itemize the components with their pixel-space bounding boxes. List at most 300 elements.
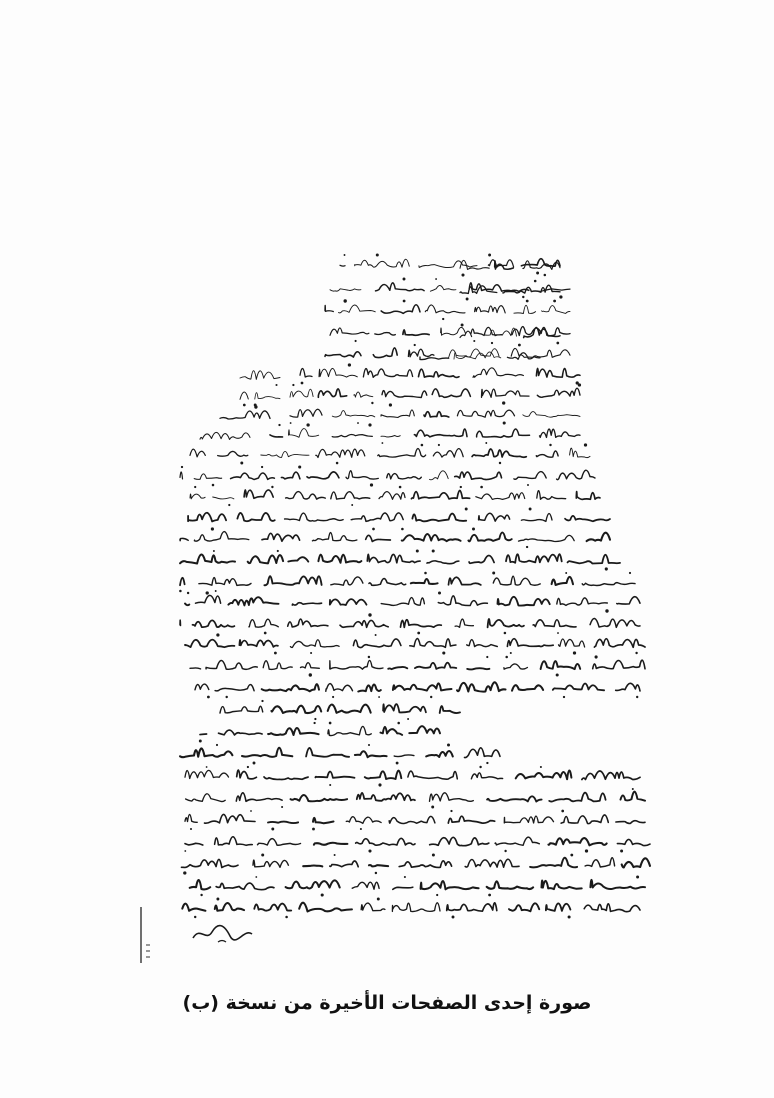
- handwriting-dot: [372, 528, 375, 531]
- handwriting-word-stroke: [264, 576, 321, 585]
- handwriting-word-stroke: [180, 538, 188, 540]
- handwriting-dot: [225, 696, 227, 698]
- handwriting-word-stroke: [200, 734, 207, 735]
- handwriting-dot: [187, 592, 189, 594]
- handwriting-dot: [584, 443, 587, 446]
- handwriting-dot: [368, 656, 370, 658]
- handwriting-dot: [447, 744, 450, 747]
- handwriting-word-stroke: [190, 449, 205, 457]
- handwriting-dot: [472, 528, 475, 531]
- handwriting-dot: [452, 916, 455, 919]
- handwriting-dot: [376, 253, 379, 256]
- handwriting-word-stroke: [402, 534, 461, 541]
- handwriting-word-stroke: [521, 514, 552, 522]
- handwriting-dot: [371, 402, 373, 404]
- handwriting-word-stroke: [536, 368, 580, 377]
- handwriting-word-stroke: [332, 435, 372, 438]
- handwriting-word-stroke: [411, 491, 469, 499]
- handwriting-word-stroke: [537, 491, 566, 500]
- handwriting-word-stroke: [570, 448, 590, 457]
- handwriting-dot: [285, 916, 288, 919]
- handwriting-dot: [488, 894, 491, 897]
- handwriting-dot: [578, 383, 581, 386]
- handwriting-word-stroke: [249, 619, 278, 627]
- handwriting-dot: [430, 696, 432, 698]
- handwriting-dot: [183, 871, 186, 874]
- handwriting-dot: [432, 854, 435, 857]
- handwriting-word-stroke: [542, 306, 570, 314]
- handwriting-word-stroke: [254, 904, 291, 911]
- handwriting-dot: [473, 340, 475, 342]
- handwriting-dot: [277, 550, 279, 552]
- handwriting-dot: [336, 462, 339, 465]
- handwriting-dot: [368, 613, 371, 616]
- handwriting-dot: [216, 633, 219, 636]
- handwriting-dot: [436, 894, 438, 896]
- handwriting-dot: [378, 696, 380, 698]
- handwriting-word-stroke: [381, 305, 420, 314]
- handwriting-word-stroke: [488, 260, 513, 267]
- handwriting-dot: [179, 590, 182, 593]
- handwriting-word-stroke: [533, 620, 576, 627]
- handwriting-word-stroke: [330, 861, 358, 867]
- handwriting-word-stroke: [408, 771, 457, 779]
- handwriting-word-stroke: [540, 429, 581, 437]
- margin-signature: [188, 918, 258, 948]
- handwriting-word-stroke: [354, 392, 373, 397]
- handwriting-dot: [480, 486, 483, 489]
- handwriting-dot: [206, 766, 208, 768]
- handwriting-word-stroke: [205, 814, 256, 823]
- handwriting-word-stroke: [332, 411, 375, 417]
- handwriting-dot: [261, 854, 264, 857]
- handwriting-dot: [355, 340, 357, 342]
- handwriting-word-stroke: [220, 706, 263, 713]
- handwriting-dot: [206, 591, 209, 594]
- handwriting-word-stroke: [186, 794, 226, 802]
- handwriting-word-stroke: [548, 838, 606, 845]
- handwriting-word-stroke: [355, 259, 410, 267]
- handwriting-dot: [378, 783, 381, 786]
- handwriting-word-stroke: [356, 838, 415, 845]
- handwriting-word-stroke: [455, 472, 502, 479]
- handwriting-word-stroke: [290, 389, 313, 397]
- handwriting-word-stroke: [617, 597, 640, 604]
- handwriting-word-stroke: [237, 513, 274, 521]
- handwriting-dot: [274, 652, 277, 655]
- handwriting-word-stroke: [622, 858, 650, 867]
- handwriting-word-stroke: [460, 331, 472, 337]
- handwriting-word-stroke: [194, 474, 222, 479]
- handwriting-word-stroke: [447, 903, 497, 911]
- handwriting-word-stroke: [270, 435, 283, 437]
- handwriting-word-stroke: [403, 330, 429, 335]
- handwriting-word-stroke: [388, 667, 407, 669]
- handwriting-dot: [292, 384, 294, 386]
- handwriting-dot: [381, 442, 383, 444]
- handwriting-word-stroke: [182, 859, 239, 867]
- handwriting-word-stroke: [182, 904, 205, 911]
- handwriting-dot: [199, 740, 202, 743]
- handwriting-word-stroke: [292, 603, 321, 605]
- handwriting-word-stroke: [507, 639, 553, 647]
- handwriting-word-stroke: [180, 620, 181, 625]
- handwriting-dot: [313, 722, 315, 724]
- handwriting-word-stroke: [414, 429, 467, 437]
- handwriting-word-stroke: [582, 771, 640, 780]
- handwriting-word-stroke: [389, 816, 435, 823]
- handwriting-word-stroke: [438, 596, 487, 606]
- handwriting-dot: [438, 592, 441, 595]
- handwriting-word-stroke: [472, 449, 526, 457]
- handwriting-dot: [368, 849, 371, 852]
- handwriting-dot: [438, 444, 440, 446]
- handwriting-word-stroke: [475, 306, 506, 313]
- handwriting-word-stroke: [240, 392, 248, 399]
- handwriting-word-stroke: [487, 796, 541, 801]
- handwriting-dot: [486, 762, 488, 764]
- handwriting-word-stroke: [553, 683, 604, 690]
- handwriting-dot: [389, 403, 392, 406]
- handwriting-word-stroke: [449, 577, 481, 585]
- handwriting-word-stroke: [476, 493, 525, 500]
- handwriting-dot: [261, 466, 263, 468]
- handwriting-word-stroke: [410, 639, 456, 648]
- handwriting-dot: [250, 810, 252, 812]
- handwriting-dot: [485, 442, 487, 444]
- handwriting-word-stroke: [365, 771, 402, 779]
- handwriting-dot: [488, 254, 491, 257]
- handwriting-word-stroke: [471, 773, 502, 779]
- handwriting-dot: [309, 673, 312, 676]
- handwriting-dot: [526, 300, 529, 303]
- handwriting-word-stroke: [430, 471, 449, 480]
- handwriting-dot: [334, 854, 336, 856]
- handwriting-word-stroke: [353, 639, 401, 648]
- handwriting-word-stroke: [318, 389, 346, 397]
- handwriting-dot: [421, 444, 424, 447]
- handwriting-word-stroke: [373, 348, 397, 358]
- handwriting-word-stroke: [231, 473, 275, 479]
- handwriting-word-stroke: [185, 604, 189, 606]
- handwriting-dot: [461, 273, 464, 276]
- handwriting-word-stroke: [587, 533, 610, 541]
- handwriting-word-stroke: [285, 513, 344, 521]
- handwriting-dot: [243, 404, 246, 407]
- handwriting-word-stroke: [286, 492, 326, 500]
- margin-scribble-svg: [188, 918, 258, 948]
- handwriting-word-stroke: [559, 639, 585, 647]
- handwriting-word-stroke: [286, 880, 340, 888]
- handwriting-dot: [620, 850, 623, 853]
- handwriting-dot: [306, 423, 309, 426]
- handwriting-dot: [310, 652, 312, 654]
- handwriting-word-stroke: [185, 843, 203, 845]
- handwriting-word-stroke: [325, 305, 333, 311]
- handwriting-word-stroke: [381, 436, 400, 437]
- handwriting-word-stroke: [248, 555, 283, 563]
- handwriting-word-stroke: [593, 660, 645, 669]
- handwriting-dot: [479, 766, 481, 768]
- handwriting-word-stroke: [465, 748, 501, 758]
- handwriting-word-stroke: [467, 640, 498, 647]
- page-caption: صورة إحدى الصفحات الأخيرة من نسخة (ب): [182, 992, 592, 1014]
- handwriting-word-stroke: [313, 818, 334, 823]
- handwriting-dot: [253, 762, 256, 765]
- handwriting-word-stroke: [454, 352, 501, 359]
- handwriting-word-stroke: [330, 599, 367, 605]
- handwriting-word-stroke: [299, 903, 352, 912]
- handwriting-dot: [414, 344, 416, 346]
- handwriting-word-stroke: [330, 328, 369, 335]
- handwriting-word-stroke: [236, 793, 282, 801]
- handwriting-word-stroke: [188, 513, 226, 522]
- handwriting-word-stroke: [219, 730, 263, 735]
- handwriting-dot: [264, 632, 267, 635]
- handwriting-word-stroke: [487, 881, 533, 889]
- handwriting-word-stroke: [261, 451, 309, 457]
- handwriting-dot: [570, 854, 573, 857]
- handwriting-dot: [403, 278, 406, 281]
- handwriting-word-stroke: [255, 393, 280, 399]
- handwriting-dot: [312, 828, 315, 831]
- handwriting-dot: [212, 484, 215, 487]
- handwriting-word-stroke: [392, 903, 440, 912]
- handwriting-word-stroke: [393, 887, 413, 889]
- handwriting-word-stroke: [409, 726, 440, 733]
- handwriting-dot: [432, 549, 435, 552]
- handwriting-dot: [370, 483, 373, 486]
- handwriting-word-stroke: [465, 859, 519, 867]
- handwriting-word-stroke: [312, 533, 357, 541]
- handwriting-word-stroke: [200, 432, 250, 439]
- handwriting-word-stroke: [268, 728, 319, 735]
- handwriting-word-stroke: [514, 472, 546, 480]
- handwriting-dot: [399, 486, 402, 489]
- handwriting-word-stroke: [457, 410, 514, 417]
- handwriting-word-stroke: [448, 816, 494, 823]
- handwriting-word-stroke: [319, 368, 357, 377]
- handwriting-word-stroke: [430, 285, 456, 291]
- handwriting-dot: [216, 898, 219, 901]
- handwriting-word-stroke: [199, 578, 251, 586]
- handwriting-word-stroke: [369, 865, 388, 866]
- handwriting-word-stroke: [307, 472, 339, 479]
- handwriting-word-stroke: [288, 557, 308, 561]
- handwriting-word-stroke: [441, 327, 466, 335]
- handwriting-word-stroke: [399, 861, 451, 868]
- handwriting-dot: [534, 280, 537, 283]
- handwriting-dot: [536, 272, 539, 275]
- handwriting-word-stroke: [264, 777, 308, 780]
- handwriting-dot: [465, 508, 468, 511]
- handwriting-dot: [526, 546, 528, 548]
- handwriting-word-stroke: [387, 474, 422, 479]
- handwriting-dot: [290, 422, 292, 424]
- handwriting-word-stroke: [576, 492, 600, 500]
- handwriting-dot: [565, 572, 567, 574]
- handwriting-word-stroke: [180, 748, 232, 757]
- handwriting-word-stroke: [408, 349, 434, 357]
- handwriting-word-stroke: [375, 333, 396, 336]
- handwriting-word-stroke: [352, 882, 379, 889]
- handwriting-word-stroke: [530, 858, 577, 868]
- handwriting-word-stroke: [552, 577, 573, 585]
- handwriting-word-stroke: [411, 579, 438, 584]
- handwriting-word-stroke: [561, 815, 608, 824]
- handwriting-dot: [261, 700, 263, 702]
- handwriting-word-stroke: [306, 748, 349, 757]
- handwriting-dot: [504, 632, 507, 635]
- handwriting-word-stroke: [328, 726, 371, 735]
- handwriting-word-stroke: [340, 265, 345, 266]
- handwriting-word-stroke: [253, 860, 288, 867]
- handwriting-dot: [271, 828, 274, 831]
- handwriting-dot: [281, 806, 283, 808]
- handwriting-dot: [375, 872, 377, 874]
- handwriting-word-stroke: [357, 793, 415, 801]
- handwriting-dot: [397, 722, 400, 725]
- handwriting-dot: [553, 300, 556, 303]
- handwriting-word-stroke: [503, 285, 560, 293]
- handwriting-word-stroke: [180, 472, 183, 479]
- handwriting-dot: [504, 850, 506, 852]
- handwriting-word-stroke: [290, 409, 322, 417]
- handwriting-word-stroke: [536, 451, 558, 457]
- handwriting-word-stroke: [300, 368, 312, 377]
- handwriting-word-stroke: [594, 639, 645, 648]
- handwriting-dot: [184, 850, 186, 852]
- handwriting-dot: [435, 278, 437, 280]
- handwriting-dot: [329, 722, 332, 725]
- handwriting-word-stroke: [193, 620, 235, 627]
- handwriting-word-stroke: [379, 492, 405, 500]
- handwriting-word-stroke: [430, 793, 474, 801]
- handwriting-dot: [368, 423, 371, 426]
- handwriting-dot: [510, 652, 512, 654]
- handwriting-word-stroke: [228, 597, 278, 605]
- handwriting-word-stroke: [415, 663, 456, 669]
- handwriting-word-stroke: [196, 595, 221, 603]
- handwriting-dot: [466, 298, 469, 301]
- handwriting-word-stroke: [382, 391, 427, 398]
- margin-ruler-mark: [138, 905, 152, 965]
- handwriting-dot: [278, 424, 280, 426]
- handwriting-word-stroke: [421, 881, 479, 889]
- handwriting-word-stroke: [537, 388, 580, 397]
- handwriting-word-stroke: [590, 618, 640, 627]
- handwriting-dot: [573, 651, 576, 654]
- handwriting-word-stroke: [512, 685, 543, 690]
- handwriting-dot: [301, 382, 304, 385]
- handwriting-dot: [200, 894, 202, 896]
- handwriting-word-stroke: [314, 843, 348, 845]
- handwriting-dot: [636, 876, 639, 879]
- handwriting-word-stroke: [479, 513, 510, 521]
- handwriting-dot: [461, 324, 464, 327]
- handwriting-dot: [585, 849, 588, 852]
- handwriting-dot: [518, 344, 521, 347]
- handwriting-word-stroke: [493, 576, 540, 585]
- handwriting-word-stroke: [412, 514, 466, 522]
- handwriting-word-stroke: [366, 535, 391, 541]
- handwriting-word-stroke: [393, 683, 452, 690]
- handwriting-word-stroke: [549, 793, 605, 802]
- handwriting-dot: [240, 462, 243, 465]
- handwriting-word-stroke: [471, 327, 501, 335]
- handwriting-word-stroke: [506, 554, 562, 563]
- handwriting-word-stroke: [477, 429, 530, 437]
- handwriting-word-stroke: [363, 369, 412, 378]
- handwriting-dot: [450, 810, 452, 812]
- handwriting-word-stroke: [369, 579, 406, 586]
- handwriting-dot: [499, 462, 501, 464]
- handwriting-dot: [247, 766, 249, 768]
- handwriting-dot: [540, 766, 542, 768]
- handwriting-word-stroke: [616, 821, 645, 824]
- handwriting-word-stroke: [301, 663, 320, 669]
- handwriting-word-stroke: [316, 449, 365, 457]
- handwriting-dot: [401, 528, 404, 531]
- handwriting-word-stroke: [185, 640, 234, 648]
- handwriting-dot: [351, 504, 353, 506]
- handwriting-word-stroke: [331, 577, 363, 585]
- handwriting-dot: [416, 550, 419, 553]
- handwriting-dot: [190, 828, 192, 830]
- handwriting-dot: [329, 784, 331, 786]
- handwriting-word-stroke: [289, 429, 319, 438]
- handwriting-word-stroke: [195, 684, 209, 690]
- handwriting-word-stroke: [590, 880, 645, 889]
- handwriting-word-stroke: [432, 389, 470, 397]
- handwriting-dot: [563, 696, 565, 698]
- handwriting-dot: [568, 915, 571, 918]
- handwriting-word-stroke: [318, 555, 361, 563]
- handwriting-word-stroke: [427, 561, 459, 564]
- handwriting-word-stroke: [185, 770, 229, 778]
- handwriting-word-stroke: [330, 289, 361, 291]
- handwriting-word-stroke: [218, 451, 248, 456]
- handwriting-word-stroke: [271, 706, 321, 713]
- handwriting-word-stroke: [383, 704, 426, 712]
- handwriting-word-stroke: [194, 532, 248, 542]
- handwriting-word-stroke: [237, 770, 257, 779]
- handwriting-word-stroke: [216, 883, 274, 890]
- handwriting-dot: [529, 508, 532, 511]
- handwriting-word-stroke: [180, 578, 185, 585]
- handwriting-word-stroke: [468, 532, 511, 541]
- handwriting-word-stroke: [220, 411, 270, 419]
- handwriting-dot: [635, 652, 637, 654]
- handwriting-word-stroke: [519, 535, 575, 541]
- handwriting-dot: [492, 572, 495, 575]
- manuscript-handwriting-image: [140, 240, 740, 980]
- handwriting-dot: [332, 696, 334, 698]
- handwriting-dot: [215, 590, 217, 592]
- handwriting-word-stroke: [504, 816, 553, 823]
- handwriting-word-stroke: [514, 305, 536, 313]
- handwriting-word-stroke: [378, 449, 426, 458]
- handwriting-dot: [527, 484, 529, 486]
- handwriting-word-stroke: [258, 839, 301, 846]
- handwriting-word-stroke: [190, 880, 211, 889]
- handwriting-word-stroke: [557, 598, 608, 606]
- handwriting-word-stroke: [281, 472, 300, 479]
- handwriting-dot: [629, 572, 631, 574]
- handwriting-dot: [255, 876, 257, 878]
- handwriting-word-stroke: [568, 555, 621, 564]
- handwriting-word-stroke: [482, 389, 530, 397]
